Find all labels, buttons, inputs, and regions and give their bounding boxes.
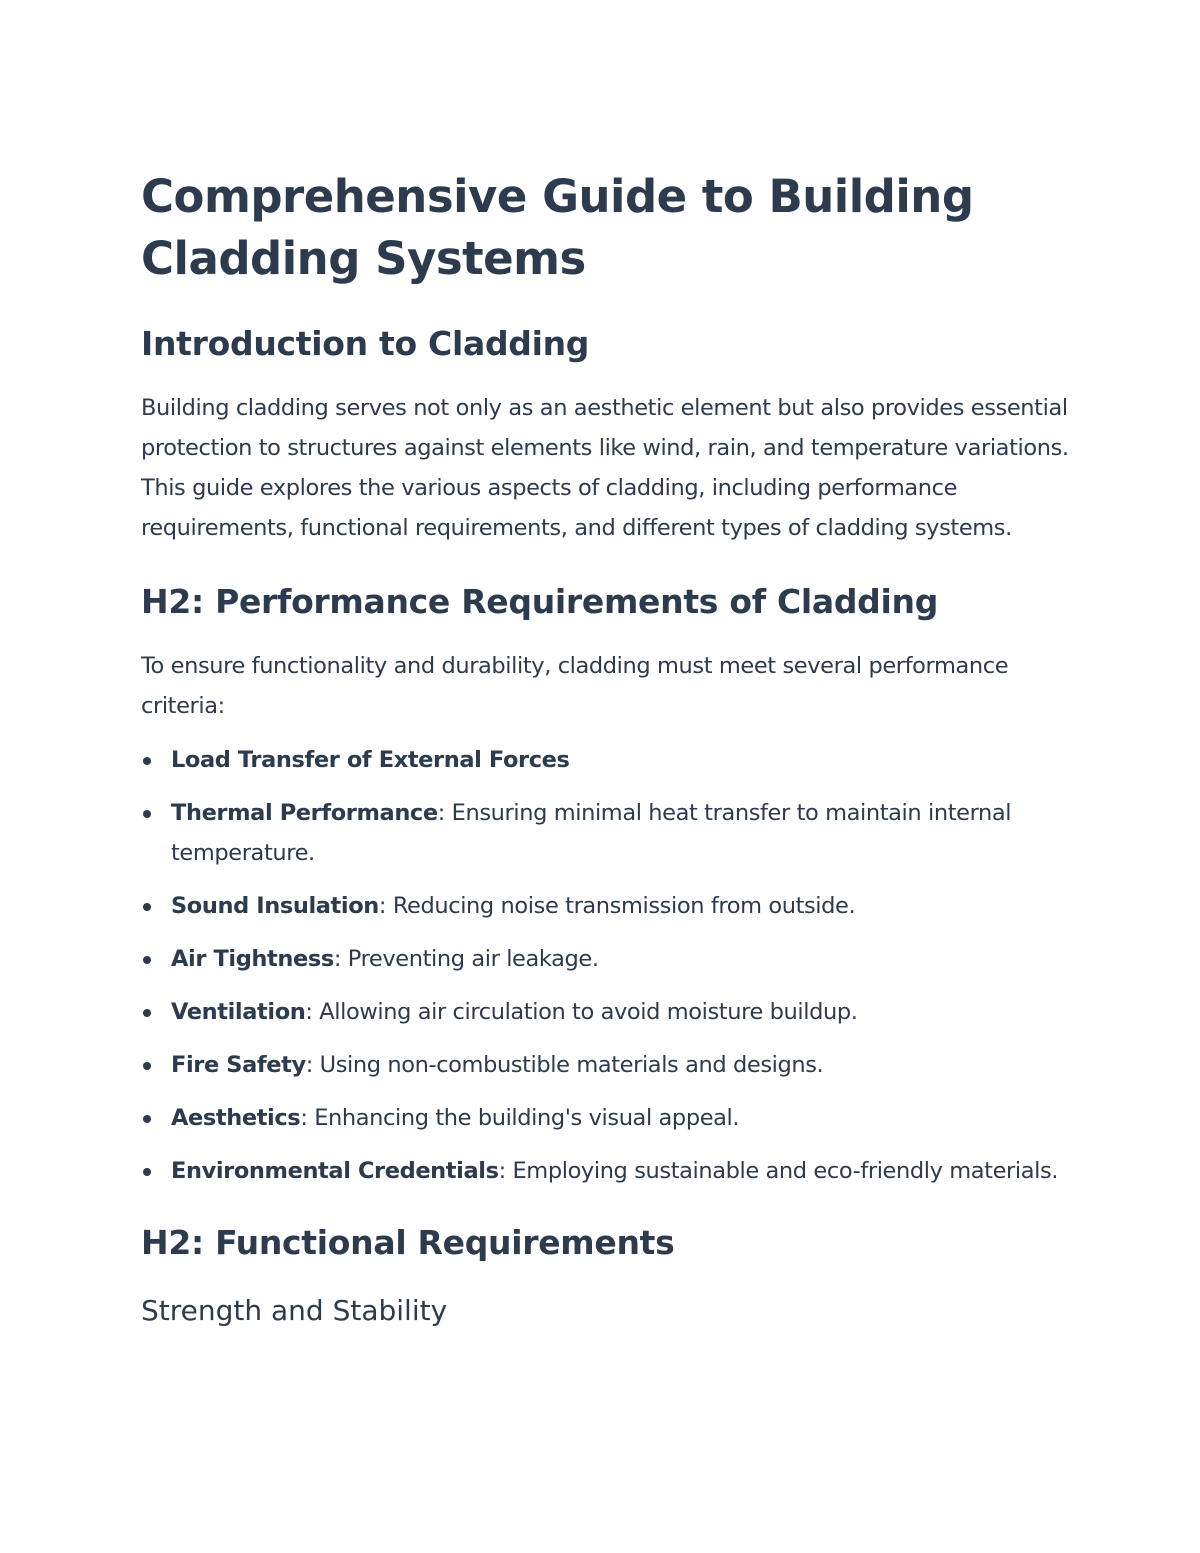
performance-list xyxy=(141,740,1071,1191)
list-item xyxy=(141,886,1071,926)
list-item-term: Fire Safety xyxy=(171,1052,306,1078)
list-item xyxy=(141,1045,1071,1085)
functional-subheading: Strength and Stability xyxy=(141,1294,448,1327)
list-item-term: Air Tightness xyxy=(171,946,334,972)
bullet-icon xyxy=(143,903,151,911)
list-item-term: Aesthetics xyxy=(171,1105,301,1131)
document-title: Comprehensive Guide to Building Cladding Systems xyxy=(141,170,974,285)
bullet-icon xyxy=(143,1062,151,1070)
list-item-term: Environmental Credentials xyxy=(171,1158,499,1184)
list-item-desc: : Allowing air circulation to avoid moisture buildup. xyxy=(305,999,858,1025)
list-item-term: Ventilation xyxy=(171,999,306,1025)
bullet-icon xyxy=(143,956,151,964)
list-item-desc: : Using non-combustible materials and designs. xyxy=(305,1052,824,1078)
bullet-icon xyxy=(143,757,151,765)
performance-heading: H2: Performance Requirements of Cladding xyxy=(141,582,939,621)
intro-paragraph: Building cladding serves not only as an aesthetic element but also provides essential protection to structures against elements like wind, rain, and temperature variations. This guide explores the various aspects of cladding, including performance requirements, functional requirements, and different types of cladding systems. xyxy=(141,395,1069,541)
list-item-desc: : Preventing air leakage. xyxy=(333,946,599,972)
bullet-icon xyxy=(143,810,151,818)
list-item-desc: : Enhancing the building's visual appeal. xyxy=(300,1105,740,1131)
list-item xyxy=(141,1098,1071,1138)
bullet-icon xyxy=(143,1168,151,1176)
list-item-desc: : Ensuring minimal heat transfer to maintain internal temperature. xyxy=(171,800,1012,866)
list-item-term: Sound Insulation xyxy=(171,893,379,919)
list-item xyxy=(141,992,1071,1032)
list-item-term: Load Transfer of External Forces xyxy=(171,747,570,773)
list-item-desc: : Reducing noise transmission from outside. xyxy=(378,893,856,919)
intro-heading: Introduction to Cladding xyxy=(141,324,590,363)
functional-heading: H2: Functional Requirements xyxy=(141,1223,675,1262)
list-item-term: Thermal Performance xyxy=(171,800,438,826)
bullet-icon xyxy=(143,1115,151,1123)
list-item xyxy=(141,740,1071,780)
list-item xyxy=(141,1151,1071,1191)
bullet-icon xyxy=(143,1009,151,1017)
performance-intro: To ensure functionality and durability, cladding must meet several performance criteria: xyxy=(141,653,1009,719)
list-item xyxy=(141,793,1071,873)
document-page xyxy=(141,166,1071,1331)
list-item xyxy=(141,939,1071,979)
list-item-desc: : Employing sustainable and eco-friendly materials. xyxy=(498,1158,1059,1184)
